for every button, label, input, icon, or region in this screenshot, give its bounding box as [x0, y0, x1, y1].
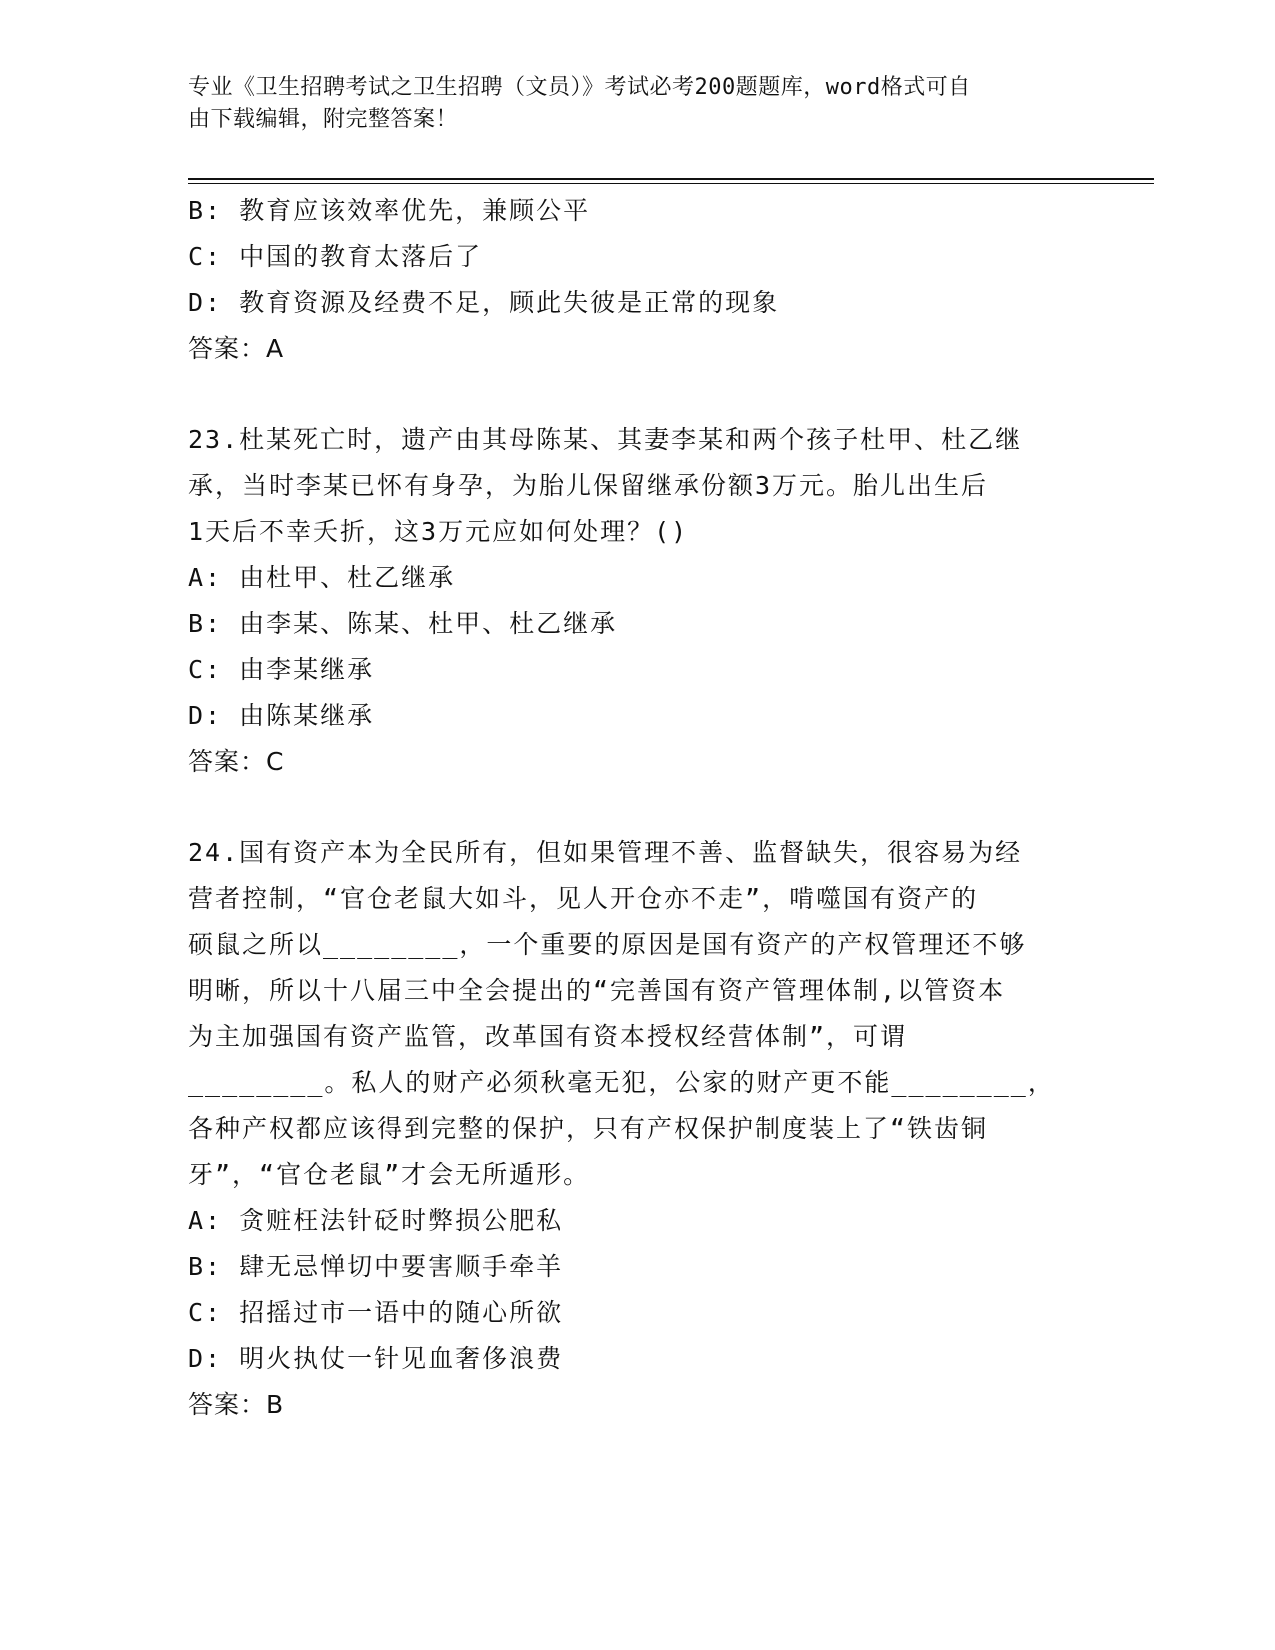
question-24	[188, 830, 1088, 1428]
question-22-continued	[188, 188, 1088, 372]
question-stem-line: 硕鼠之所以________，一个重要的原因是国有资产的产权管理还不够	[188, 930, 1027, 959]
question-stem-line: 23.杜某死亡时，遗产由其母陈某、其妻李某和两个孩子杜甲、杜乙继	[188, 425, 1023, 454]
option-b: B: 由李某、陈某、杜甲、杜乙继承	[188, 609, 618, 638]
question-stem-line: 牙”，“官仓老鼠”才会无所遁形。	[188, 1160, 591, 1189]
question-stem-line: ________。私人的财产必须秋毫无犯，公家的财产更不能________，	[188, 1068, 1055, 1097]
option-d: D: 教育资源及经费不足，顾此失彼是正常的现象	[188, 288, 780, 317]
option-c: C: 招摇过市一语中的随心所欲	[188, 1298, 564, 1327]
page-header	[188, 72, 1078, 136]
answer-line: 答案：A	[188, 334, 285, 363]
header-divider-thin	[188, 183, 1154, 184]
option-a: A: 贪赃枉法针砭时弊损公肥私	[188, 1206, 564, 1235]
question-stem-line: 明晰，所以十八届三中全会提出的“完善国有资产管理体制,以管资本	[188, 976, 1006, 1005]
question-stem-line: 为主加强国有资产监管，改革国有资本授权经营体制”，可谓	[188, 1022, 908, 1051]
question-stem-line: 承，当时李某已怀有身孕，为胎儿保留继承份额3万元。胎儿出生后	[188, 471, 989, 500]
question-stem-line: 24.国有资产本为全民所有，但如果管理不善、监督缺失，很容易为经	[188, 838, 1023, 867]
header-line-2: 由下载编辑，附完整答案！	[188, 107, 459, 132]
header-line-1: 专业《卫生招聘考试之卫生招聘（文员）》考试必考200题题库，word格式可自	[188, 75, 971, 100]
question-stem-line: 1天后不幸夭折，这3万元应如何处理？()	[188, 517, 689, 546]
question-23	[188, 417, 1088, 785]
option-c: C: 中国的教育太落后了	[188, 242, 483, 271]
option-b: B: 肆无忌惮切中要害顺手牵羊	[188, 1252, 564, 1281]
question-stem-line: 各种产权都应该得到完整的保护，只有产权保护制度装上了“铁齿铜	[188, 1114, 989, 1143]
option-d: D: 明火执仗一针见血奢侈浪费	[188, 1344, 564, 1373]
option-c: C: 由李某继承	[188, 655, 375, 684]
option-d: D: 由陈某继承	[188, 701, 375, 730]
answer-line: 答案：C	[188, 747, 285, 776]
option-b: B: 教育应该效率优先，兼顾公平	[188, 196, 591, 225]
answer-line: 答案：B	[188, 1390, 285, 1419]
header-divider	[188, 178, 1154, 180]
option-a: A: 由杜甲、杜乙继承	[188, 563, 456, 592]
question-stem-line: 营者控制，“官仓老鼠大如斗，见人开仓亦不走”，啃噬国有资产的	[188, 884, 979, 913]
document-body	[188, 188, 1088, 1428]
